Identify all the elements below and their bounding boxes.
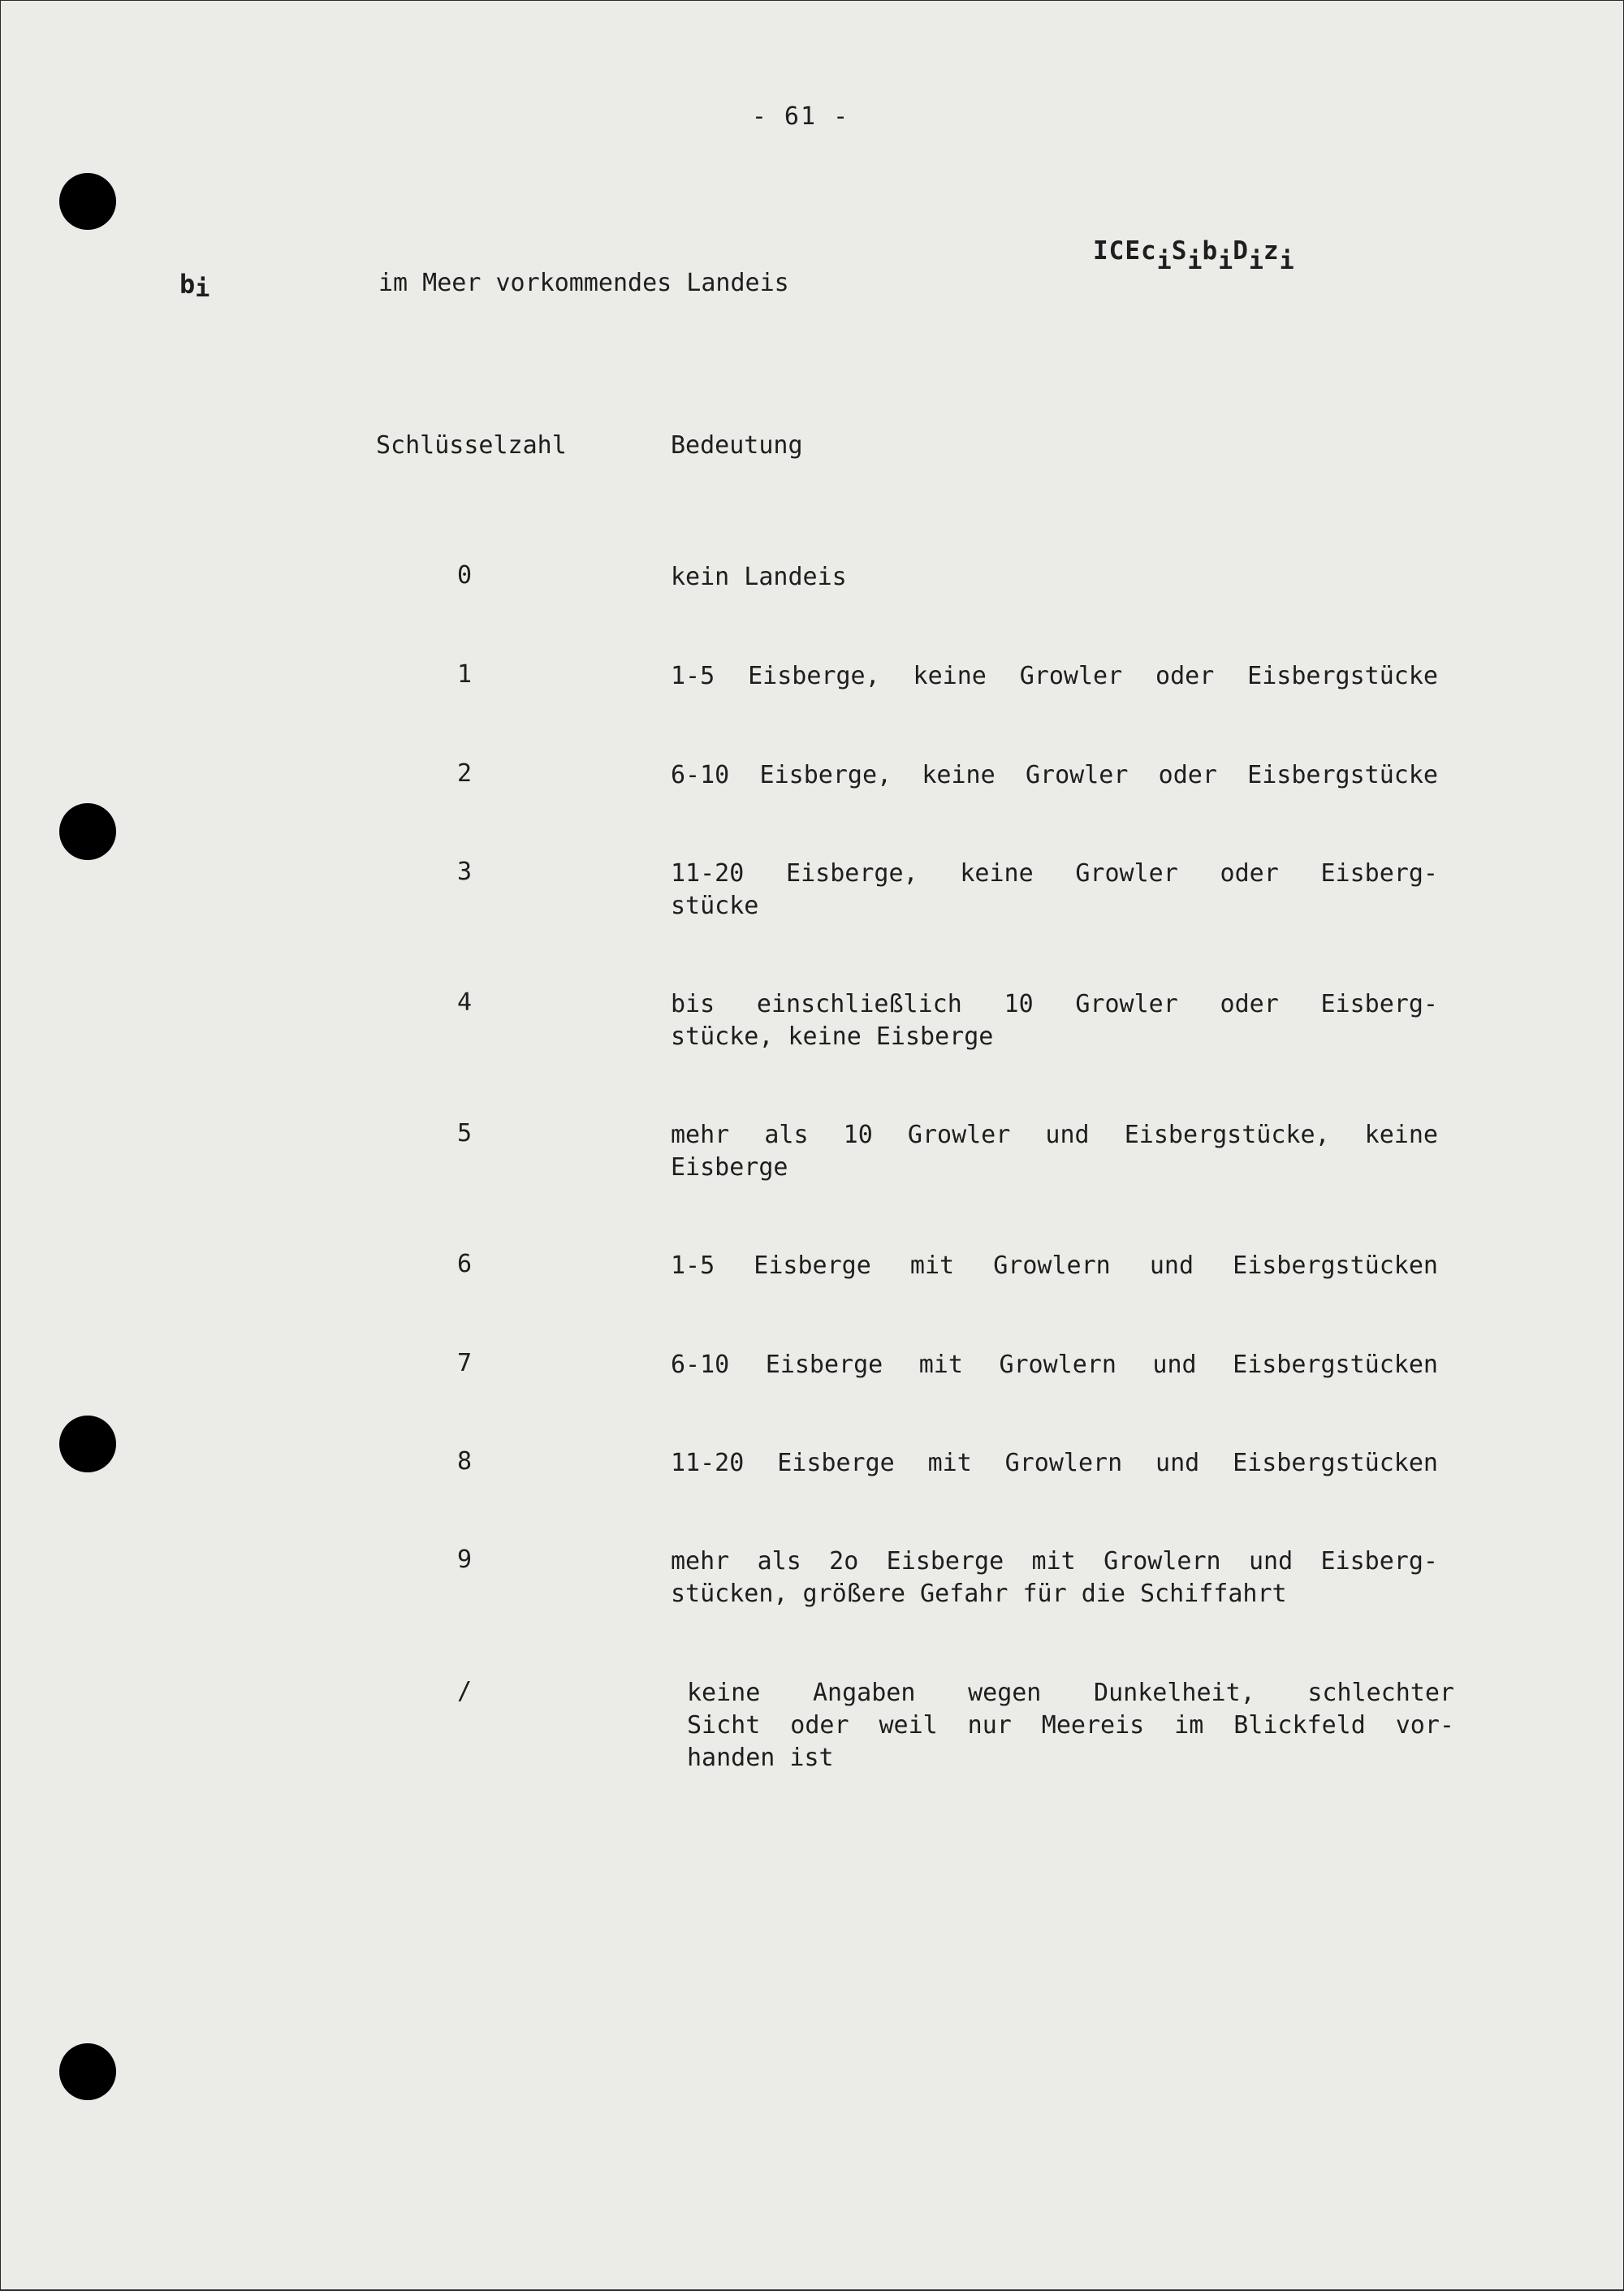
meaning-line: Eisberge [671, 1153, 788, 1182]
meaning-line: mehr als 10 Growler und Eisbergstücke, keine [671, 1121, 1438, 1149]
code-meaning [671, 1119, 1438, 1184]
code-key: 7 [457, 1349, 473, 1377]
code-key: 4 [457, 988, 473, 1017]
page-number: - 61 - [751, 102, 850, 131]
code-meaning [671, 858, 1438, 923]
code-key: / [457, 1677, 473, 1705]
code-key: 3 [457, 858, 473, 886]
meaning-line: stücke [671, 892, 759, 920]
code-key: 2 [457, 759, 473, 788]
meaning-line: kein Landeis [671, 563, 847, 591]
code-group: $ICEc_iS_ib_iD_iz_i$ [1093, 236, 1294, 275]
meaning-line: 1-5 Eisberge mit Growlern und Eisbergstücken [671, 1251, 1438, 1280]
meaning-line: stücken, größere Gefahr für die Schiffahrt [671, 1580, 1287, 1608]
meaning-line: 6-10 Eisberge, keine Growler oder Eisbergstücke [671, 761, 1438, 789]
code-key: 8 [457, 1447, 473, 1476]
code-key: 6 [457, 1250, 473, 1278]
symbol-subscript: i [195, 274, 210, 303]
punch-hole [59, 1416, 116, 1472]
symbol [179, 269, 210, 303]
meaning-line: 6-10 Eisberge mit Growlern und Eisbergstücken [671, 1351, 1438, 1379]
punch-hole [59, 2043, 116, 2100]
code-meaning [687, 1677, 1454, 1774]
column-header-meaning: Bedeutung [671, 431, 803, 460]
meaning-line: Sicht oder weil nur Meereis im Blickfeld vor- [687, 1711, 1454, 1740]
meaning-line: keine Angaben wegen Dunkelheit, schlechter [687, 1679, 1454, 1707]
code-key: 9 [457, 1545, 473, 1574]
meaning-line: 11-20 Eisberge, keine Growler oder Eisberg- [671, 859, 1438, 888]
meaning-line: 11-20 Eisberge mit Growlern und Eisbergstücken [671, 1449, 1438, 1477]
code-meaning [671, 1447, 1438, 1480]
meaning-line: bis einschließlich 10 Growler oder Eisberg- [671, 990, 1438, 1018]
section-title: im Meer vorkommendes Landeis [378, 269, 789, 297]
code-meaning [671, 988, 1438, 1053]
code-meaning [671, 1349, 1438, 1381]
document-page [1, 1, 1623, 2289]
column-header-key: Schlüsselzahl [376, 431, 567, 460]
punch-hole [59, 173, 116, 230]
meaning-line: stücke, keine Eisberge [671, 1022, 994, 1051]
meaning-line: handen ist [687, 1744, 834, 1772]
code-meaning [671, 759, 1438, 792]
code-key: 0 [457, 561, 473, 590]
code-meaning [671, 660, 1438, 693]
code-key: 1 [457, 660, 473, 689]
code-meaning [671, 1545, 1438, 1610]
code-meaning [671, 1250, 1438, 1282]
code-meaning [671, 561, 1438, 594]
meaning-line: mehr als 2o Eisberge mit Growlern und Eisberg- [671, 1547, 1438, 1576]
meaning-line: 1-5 Eisberge, keine Growler oder Eisbergstücke [671, 662, 1438, 690]
code-key: 5 [457, 1119, 473, 1148]
symbol-base: b [179, 269, 196, 300]
punch-hole [59, 803, 116, 860]
